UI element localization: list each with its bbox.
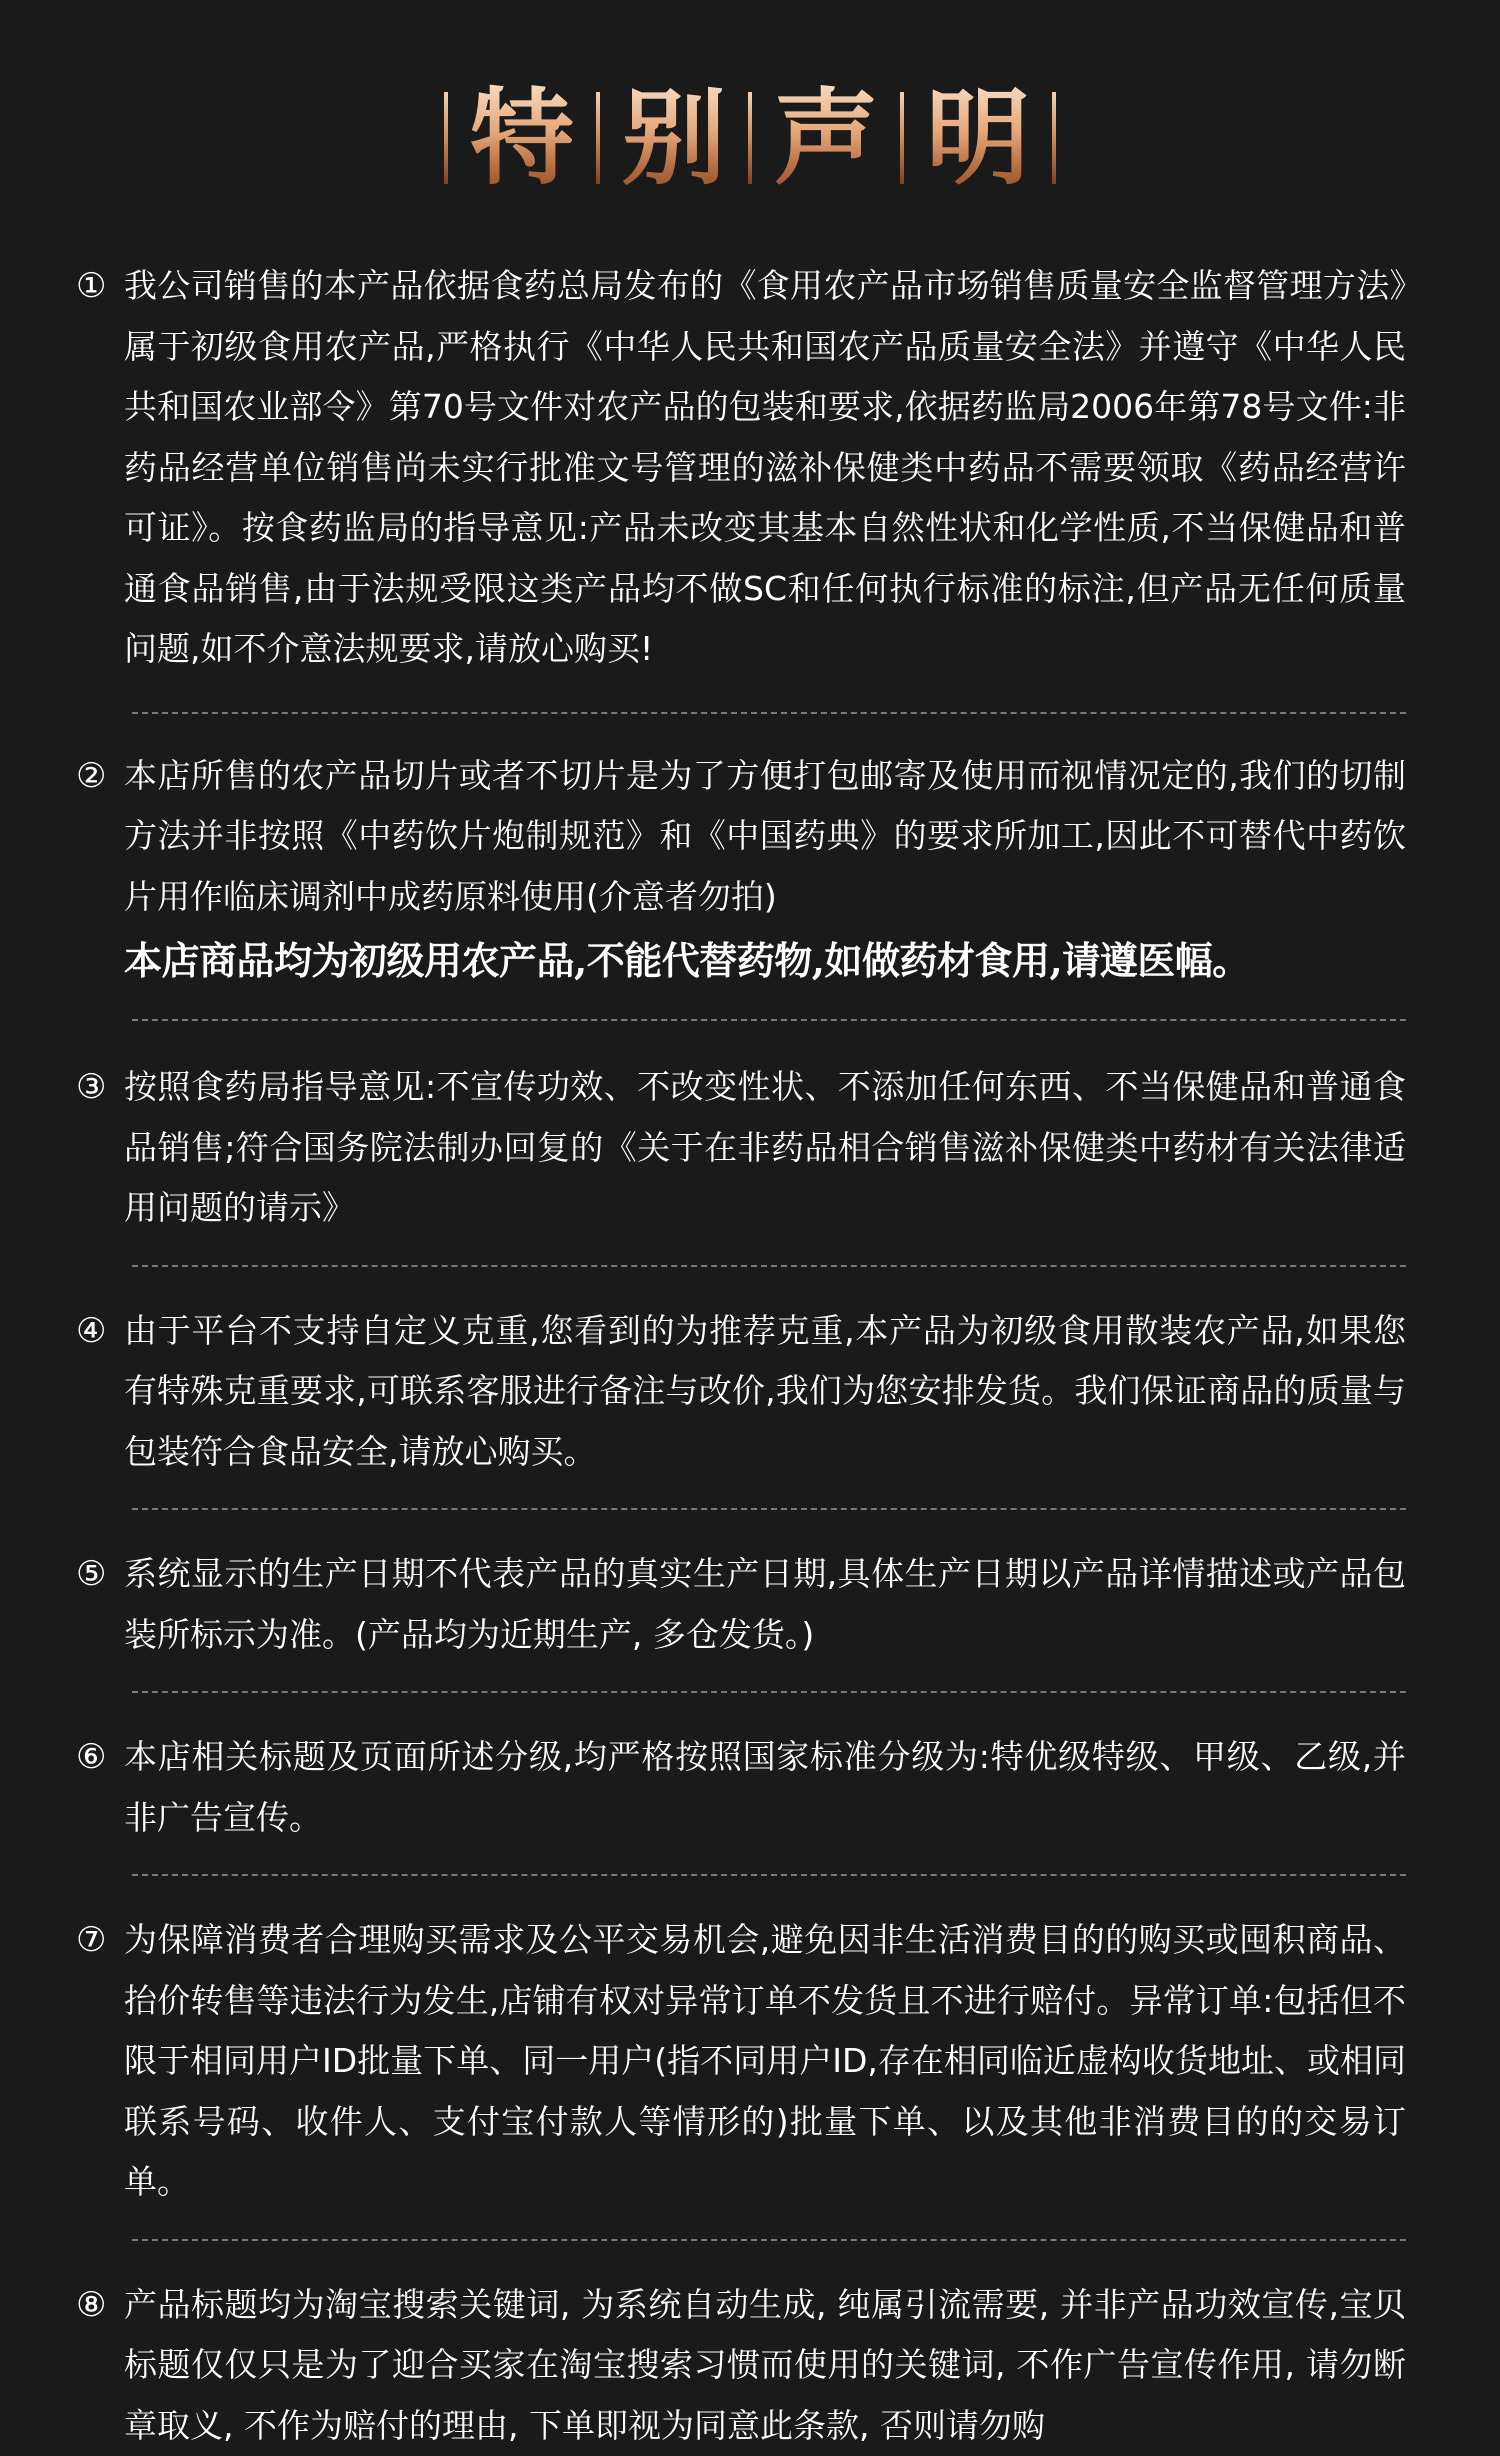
dashed-divider [132, 1265, 1406, 1267]
notice-item-6 [76, 1727, 1406, 1848]
dashed-divider [132, 712, 1406, 714]
notice-item-5 [76, 1544, 1406, 1665]
item-text: 本店相关标题及页面所述分级,均严格按照国家标准分级为:特优级特级、甲级、乙级,并非广告宣传。 [124, 1727, 1406, 1848]
item-number: ⑥ [76, 1727, 124, 1788]
item-text: 本店所售的农产品切片或者不切片是为了方便打包邮寄及使用而视情况定的,我们的切制方法并非按照《中药饮片炮制规范》和《中国药典》的要求所加工,因此不可替代中药饮片用作临床调剂中成药原料使用(介意者勿拍) [124, 756, 1406, 916]
item-text: 为保障消费者合理购买需求及公平交易机会,避免因非生活消费目的的购买或囤积商品、抬价转售等违法行为发生,店铺有权对异常订单不发货且不进行赔付。异常订单:包括但不限于相同用户ID批量下单、同一用户(指不同用户ID,存在相同临近虚构收货地址、或相同联系号码、收件人、支付宝付款人等情形的)批量下单、以及其他非消费目的的交易订单。 [124, 1910, 1406, 2213]
item-text: 由于平台不支持自定义克重,您看到的为推荐克重,本产品为初级食用散装农产品,如果您有特殊克重要求,可联系客服进行备注与改价,我们为您安排发货。我们保证商品的质量与包装符合食品安全,请放心购买。 [124, 1301, 1406, 1483]
dashed-divider [132, 1691, 1406, 1693]
title-char: 特 [470, 78, 574, 198]
title-char: 明 [926, 78, 1030, 198]
item-number: ③ [76, 1057, 124, 1118]
notice-item-8 [76, 2275, 1406, 2456]
item-emphasis: 本店商品均为初级用农产品,不能代替药物,如做药材食用,请遵医幅。 [124, 927, 1406, 995]
dashed-divider [132, 1019, 1406, 1021]
dashed-divider [132, 2239, 1406, 2241]
notice-item-1 [76, 256, 1406, 680]
item-text: 系统显示的生产日期不代表产品的真实生产日期,具体生产日期以产品详情描述或产品包装所标示为准。(产品均为近期生产, 多仓发货。) [124, 1544, 1406, 1665]
item-text: 我公司销售的本产品依据食药总局发布的《食用农产品市场销售质量安全监督管理方法》属于初级食用农产品,严格执行《中华人民共和国农产品质量安全法》并遵守《中华人民共和国农业部令》第70号文件对农产品的包装和要求,依据药监局2006年第78号文件:非药品经营单位销售尚未实行批准文号管理的滋补保健类中药品不需要领取《药品经营许可证》。按食药监局的指导意见:产品未改变其基本自然性状和化学性质,不当保健品和普通食品销售,由于法规受限这类产品均不做SC和任何执行标准的标注,但产品无任何质量问题,如不介意法规要求,请放心购买! [124, 256, 1406, 680]
item-number: ① [76, 256, 124, 317]
item-number: ④ [76, 1301, 124, 1362]
notice-list [76, 256, 1406, 2456]
item-number: ② [76, 746, 124, 807]
item-number: ⑧ [76, 2275, 124, 2336]
notice-item-7 [76, 1910, 1406, 2213]
title-divider [444, 92, 448, 184]
title-divider [596, 92, 600, 184]
item-text: 按照食药局指导意见:不宣传功效、不改变性状、不添加任何东西、不当保健品和普通食品销售;符合国务院法制办回复的《关于在非药品相合销售滋补保健类中药材有关法律适用问题的请示》 [124, 1057, 1406, 1239]
page-title [0, 78, 1500, 198]
title-divider [900, 92, 904, 184]
notice-item-3 [76, 1057, 1406, 1239]
title-divider [1052, 92, 1056, 184]
title-char: 声 [774, 78, 878, 198]
item-number: ⑦ [76, 1910, 124, 1971]
notice-item-4 [76, 1301, 1406, 1483]
dashed-divider [132, 1508, 1406, 1510]
title-char: 别 [622, 78, 726, 198]
item-number: ⑤ [76, 1544, 124, 1605]
item-text: 产品标题均为淘宝搜索关键词, 为系统自动生成, 纯属引流需要, 并非产品功效宣传,宝贝标题仅仅只是为了迎合买家在淘宝搜索习惯而使用的关键词, 不作广告宣传作用, 请勿断章取义, 不作为赔付的理由, 下单即视为同意此条款, 否则请勿购 [124, 2275, 1406, 2456]
item-body [124, 746, 1406, 996]
dashed-divider [132, 1874, 1406, 1876]
title-divider [748, 92, 752, 184]
notice-item-2 [76, 746, 1406, 996]
